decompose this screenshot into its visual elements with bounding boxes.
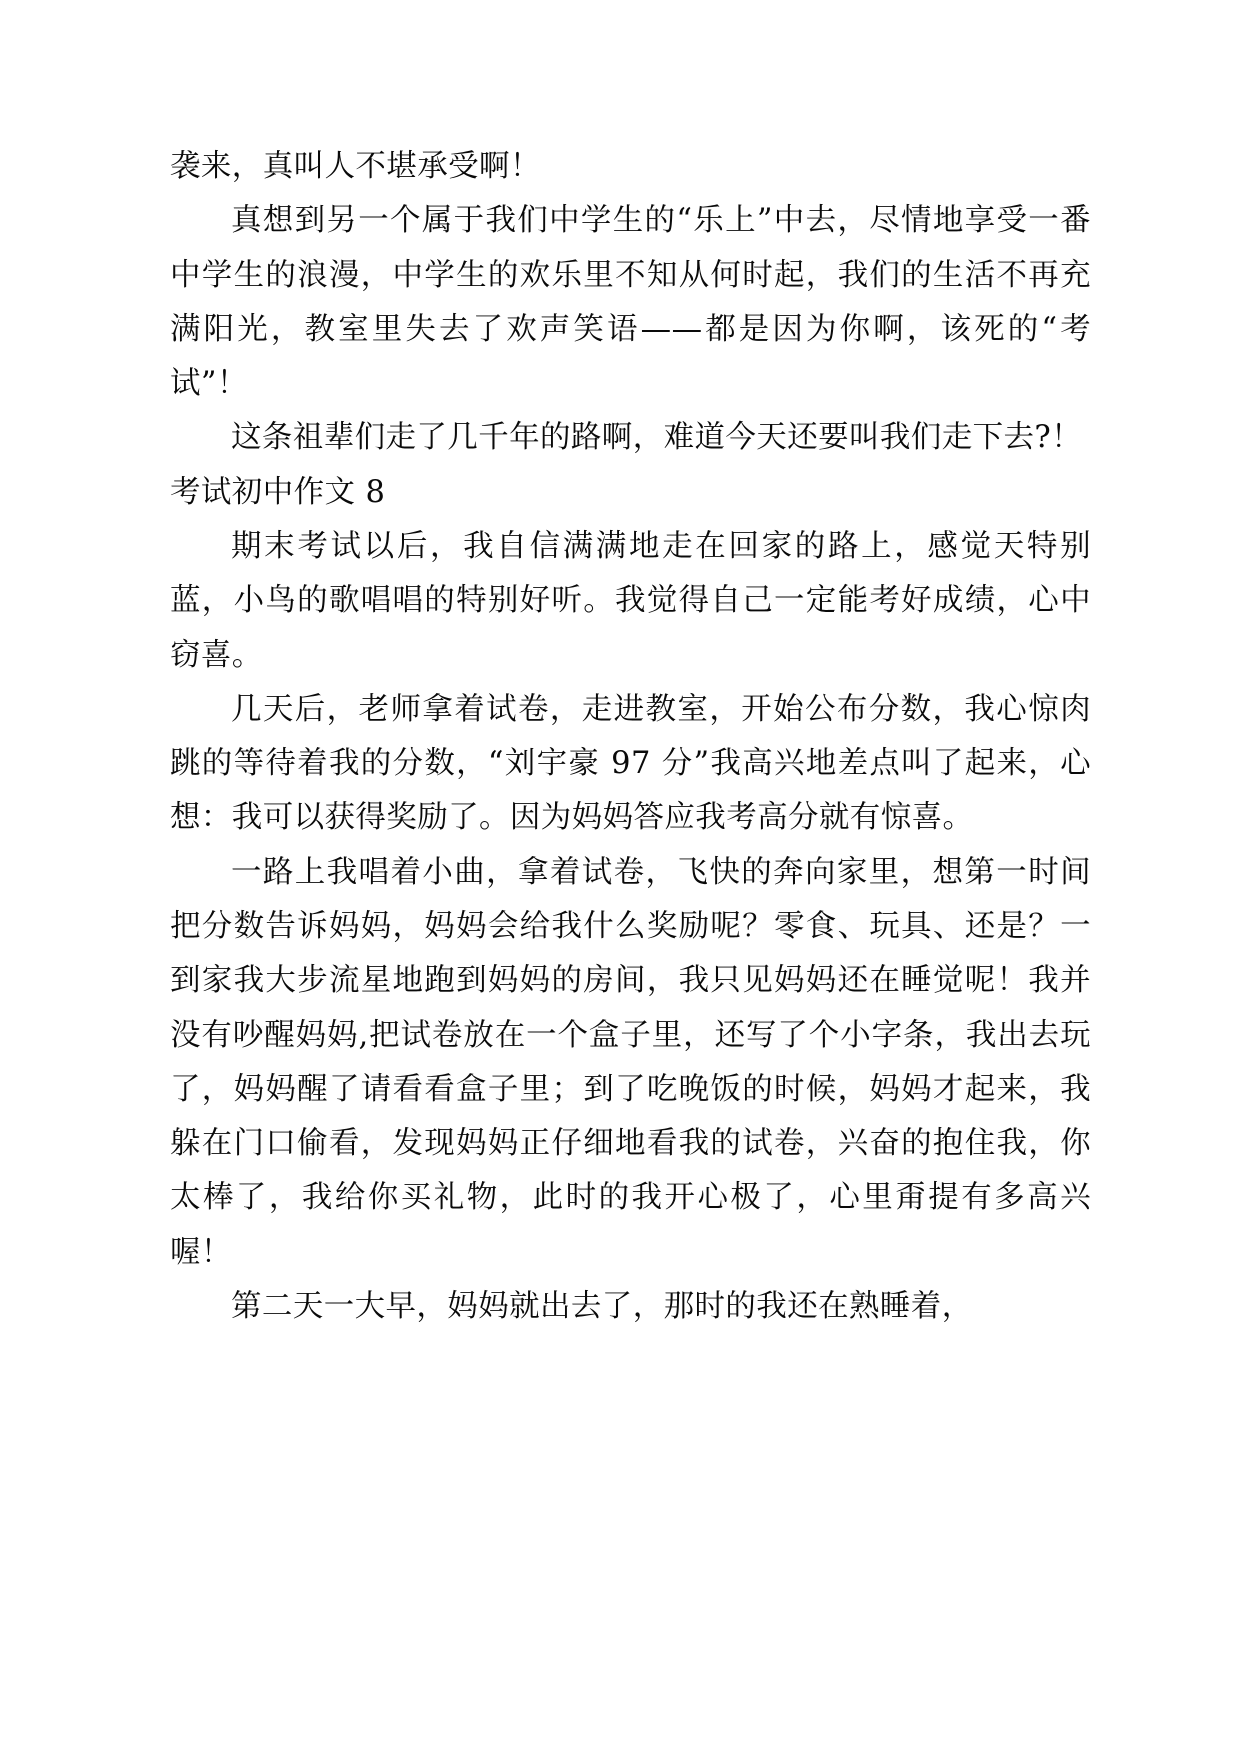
paragraph-3: 期末考试以后，我自信满满地走在回家的路上，感觉天特别蓝，小鸟的歌唱唱的特别好听。我觉得自己一定能考好成绩，心中窃喜。 (170, 528, 1091, 673)
continuation-line: 袭来，真叫人不堪承受啊！ (170, 149, 541, 184)
paragraph-1: 真想到另一个属于我们中学生的“乐上”中去，尽情地享受一番中学生的浪漫，中学生的欢乐里不知从何时起，我们的生活不再充满阳光，教室里失去了欢声笑语——都是因为你啊，该死的“考试”！ (170, 203, 1091, 402)
paragraph-2: 这条祖辈们走了几千年的路啊，难道今天还要叫我们走下去?！ (231, 420, 1083, 456)
section-heading: 考试初中作文 8 (170, 474, 386, 510)
paragraph-6: 第二天一大早，妈妈就出去了，那时的我还在熟睡着， (231, 1288, 973, 1324)
document-text-body (170, 140, 1091, 1334)
paragraph-4: 几天后，老师拿着试卷，走进教室，开始公布分数，我心惊肉跳的等待着我的分数，“刘宇豪 97 分”我高兴地差点叫了起来，心想：我可以获得奖励了。因为妈妈答应我考高分就有惊喜。 (170, 691, 1091, 836)
paragraph-5: 一路上我唱着小曲，拿着试卷，飞快的奔向家里，想第一时间把分数告诉妈妈，妈妈会给我什么奖励呢？零食、玩具、还是？一到家我大步流星地跑到妈妈的房间，我只见妈妈还在睡觉呢！我并没有吵醒妈妈,把试卷放在一个盒子里，还写了个小字条，我出去玩了，妈妈醒了请看看盒子里；到了吃晚饭的时候，妈妈才起来，我躲在门口偷看，发现妈妈正仔细地看我的试卷，兴奋的抱住我，你太棒了，我给你买礼物，此时的我开心极了，心里甭提有多高兴喔！ (170, 854, 1091, 1270)
